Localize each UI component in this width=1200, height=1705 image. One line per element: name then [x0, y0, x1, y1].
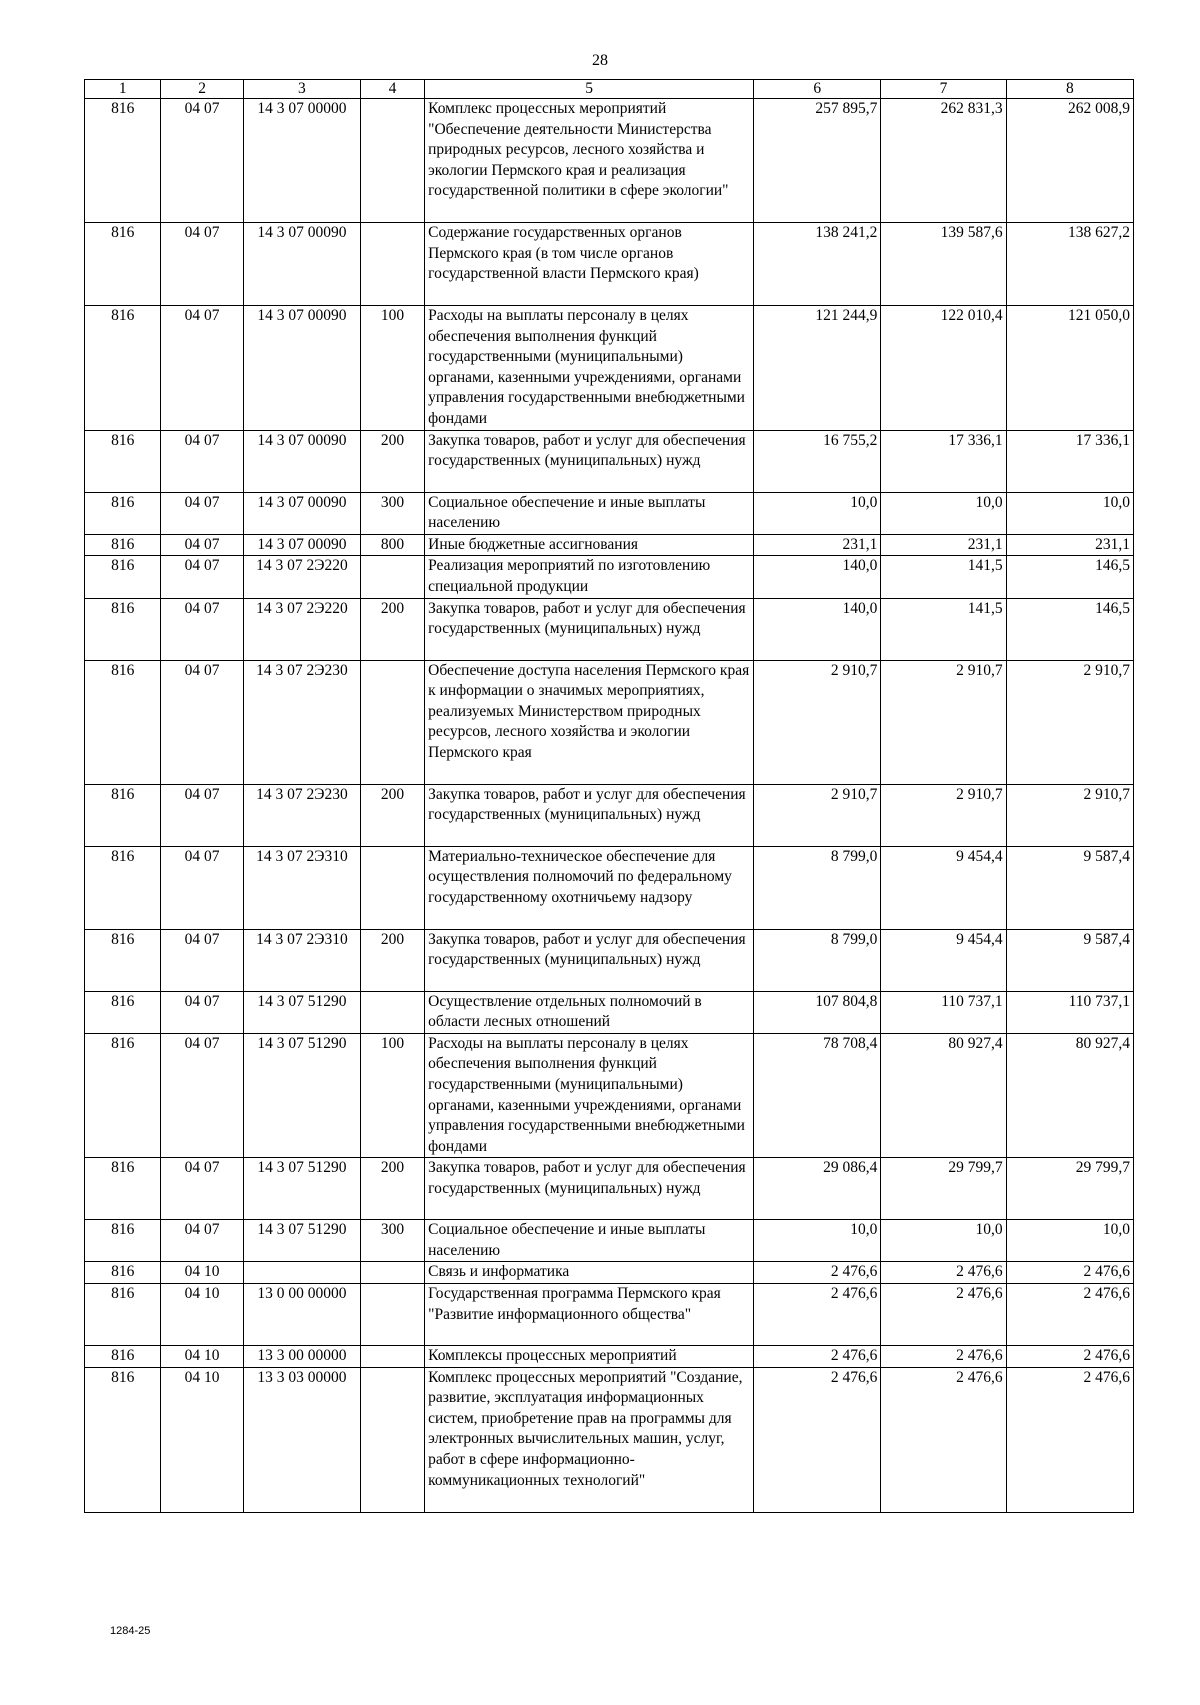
section-code-cell: 04 07 [161, 306, 243, 431]
admin-code-cell: 816 [85, 929, 161, 991]
header-cell: 6 [754, 80, 881, 99]
target-article-cell: 13 3 00 00000 [243, 1346, 360, 1368]
amount-2027-cell: 80 927,4 [1006, 1033, 1133, 1158]
expense-type-cell [360, 556, 424, 598]
amount-2027-cell: 2 476,6 [1006, 1262, 1133, 1284]
target-article-cell: 14 3 07 00090 [243, 223, 360, 306]
header-cell: 3 [243, 80, 360, 99]
amount-2025-cell: 8 799,0 [754, 846, 881, 929]
amount-2026-cell: 2 910,7 [881, 784, 1006, 846]
description-cell: Связь и информатика [425, 1262, 754, 1284]
admin-code-cell: 816 [85, 556, 161, 598]
amount-2025-cell: 138 241,2 [754, 223, 881, 306]
table-row [85, 991, 1134, 1033]
header-cell: 5 [425, 80, 754, 99]
amount-2025-cell: 140,0 [754, 556, 881, 598]
description-cell: Закупка товаров, работ и услуг для обеспечения государственных (муниципальных) нужд [425, 430, 754, 492]
description-cell: Социальное обеспечение и иные выплаты населению [425, 492, 754, 534]
header-cell: 7 [881, 80, 1006, 99]
description-cell: Расходы на выплаты персоналу в целях обеспечения выполнения функций государственными (муниципальными) органами, казенными учреждениями, органами управления государственными внебюджетными фондами [425, 306, 754, 431]
amount-2026-cell: 9 454,4 [881, 846, 1006, 929]
admin-code-cell: 816 [85, 1033, 161, 1158]
expense-type-cell [360, 846, 424, 929]
description-cell: Социальное обеспечение и иные выплаты населению [425, 1220, 754, 1262]
admin-code-cell: 816 [85, 306, 161, 431]
header-cell: 1 [85, 80, 161, 99]
amount-2027-cell: 121 050,0 [1006, 306, 1133, 431]
amount-2027-cell: 146,5 [1006, 556, 1133, 598]
admin-code-cell: 816 [85, 492, 161, 534]
admin-code-cell: 816 [85, 1262, 161, 1284]
amount-2025-cell: 231,1 [754, 534, 881, 556]
description-cell: Содержание государственных органов Пермского края (в том числе органов государственной власти Пермского края) [425, 223, 754, 306]
amount-2027-cell: 2 476,6 [1006, 1346, 1133, 1368]
target-article-cell: 13 3 03 00000 [243, 1367, 360, 1512]
amount-2025-cell: 257 895,7 [754, 99, 881, 223]
amount-2027-cell: 9 587,4 [1006, 929, 1133, 991]
amount-2025-cell: 140,0 [754, 598, 881, 660]
description-cell: Закупка товаров, работ и услуг для обеспечения государственных (муниципальных) нужд [425, 784, 754, 846]
table-row [85, 660, 1134, 784]
table-row [85, 1284, 1134, 1346]
header-row [85, 80, 1134, 99]
header-cell: 2 [161, 80, 243, 99]
header-cell: 8 [1006, 80, 1133, 99]
section-code-cell: 04 07 [161, 1033, 243, 1158]
budget-table [84, 79, 1134, 1513]
target-article-cell: 14 3 07 00090 [243, 430, 360, 492]
amount-2025-cell: 16 755,2 [754, 430, 881, 492]
admin-code-cell: 816 [85, 99, 161, 223]
admin-code-cell: 816 [85, 1367, 161, 1512]
amount-2026-cell: 10,0 [881, 492, 1006, 534]
amount-2026-cell: 2 476,6 [881, 1367, 1006, 1512]
expense-type-cell: 200 [360, 598, 424, 660]
amount-2027-cell: 17 336,1 [1006, 430, 1133, 492]
description-cell: Материально-техническое обеспечение для осуществления полномочий по федеральному государственному охотничьему надзору [425, 846, 754, 929]
amount-2027-cell: 262 008,9 [1006, 99, 1133, 223]
table-row [85, 99, 1134, 223]
target-article-cell [243, 1262, 360, 1284]
section-code-cell: 04 07 [161, 430, 243, 492]
amount-2026-cell: 2 910,7 [881, 660, 1006, 784]
expense-type-cell [360, 223, 424, 306]
section-code-cell: 04 07 [161, 846, 243, 929]
section-code-cell: 04 10 [161, 1262, 243, 1284]
amount-2027-cell: 10,0 [1006, 1220, 1133, 1262]
expense-type-cell: 800 [360, 534, 424, 556]
admin-code-cell: 816 [85, 1220, 161, 1262]
target-article-cell: 14 3 07 2Э310 [243, 846, 360, 929]
expense-type-cell [360, 660, 424, 784]
amount-2026-cell: 80 927,4 [881, 1033, 1006, 1158]
table-row [85, 598, 1134, 660]
amount-2027-cell: 10,0 [1006, 492, 1133, 534]
amount-2026-cell: 122 010,4 [881, 306, 1006, 431]
expense-type-cell [360, 1284, 424, 1346]
amount-2026-cell: 29 799,7 [881, 1158, 1006, 1220]
target-article-cell: 14 3 07 00090 [243, 492, 360, 534]
section-code-cell: 04 10 [161, 1367, 243, 1512]
target-article-cell: 14 3 07 00090 [243, 534, 360, 556]
description-cell: Осуществление отдельных полномочий в области лесных отношений [425, 991, 754, 1033]
section-code-cell: 04 07 [161, 556, 243, 598]
amount-2027-cell: 2 476,6 [1006, 1367, 1133, 1512]
amount-2025-cell: 78 708,4 [754, 1033, 881, 1158]
amount-2027-cell: 138 627,2 [1006, 223, 1133, 306]
amount-2027-cell: 2 910,7 [1006, 784, 1133, 846]
amount-2025-cell: 2 476,6 [754, 1346, 881, 1368]
section-code-cell: 04 10 [161, 1284, 243, 1346]
target-article-cell: 14 3 07 2Э310 [243, 929, 360, 991]
amount-2025-cell: 2 910,7 [754, 660, 881, 784]
section-code-cell: 04 07 [161, 223, 243, 306]
target-article-cell: 14 3 07 51290 [243, 1220, 360, 1262]
section-code-cell: 04 07 [161, 991, 243, 1033]
amount-2026-cell: 262 831,3 [881, 99, 1006, 223]
admin-code-cell: 816 [85, 534, 161, 556]
table-row [85, 1346, 1134, 1368]
amount-2026-cell: 231,1 [881, 534, 1006, 556]
description-cell: Реализация мероприятий по изготовлению специальной продукции [425, 556, 754, 598]
section-code-cell: 04 07 [161, 1158, 243, 1220]
expense-type-cell [360, 1367, 424, 1512]
description-cell: Комплекс процессных мероприятий "Обеспечение деятельности Министерства природных ресурсов, лесного хозяйства и экологии Пермского края и реализация государственной политики в сфере экологии" [425, 99, 754, 223]
expense-type-cell [360, 991, 424, 1033]
target-article-cell: 14 3 07 2Э220 [243, 598, 360, 660]
table-row [85, 1220, 1134, 1262]
description-cell: Закупка товаров, работ и услуг для обеспечения государственных (муниципальных) нужд [425, 598, 754, 660]
amount-2026-cell: 141,5 [881, 556, 1006, 598]
document-code: 1284-25 [110, 1625, 151, 1637]
section-code-cell: 04 07 [161, 660, 243, 784]
expense-type-cell [360, 1262, 424, 1284]
description-cell: Государственная программа Пермского края "Развитие информационного общества" [425, 1284, 754, 1346]
expense-type-cell: 300 [360, 492, 424, 534]
amount-2026-cell: 2 476,6 [881, 1284, 1006, 1346]
amount-2025-cell: 107 804,8 [754, 991, 881, 1033]
header-cell: 4 [360, 80, 424, 99]
table-row [85, 430, 1134, 492]
amount-2025-cell: 2 476,6 [754, 1262, 881, 1284]
table-row [85, 929, 1134, 991]
description-cell: Закупка товаров, работ и услуг для обеспечения государственных (муниципальных) нужд [425, 1158, 754, 1220]
amount-2027-cell: 231,1 [1006, 534, 1133, 556]
target-article-cell: 14 3 07 2Э220 [243, 556, 360, 598]
amount-2026-cell: 110 737,1 [881, 991, 1006, 1033]
table-row [85, 492, 1134, 534]
amount-2025-cell: 121 244,9 [754, 306, 881, 431]
table-row [85, 1033, 1134, 1158]
description-cell: Комплексы процессных мероприятий [425, 1346, 754, 1368]
admin-code-cell: 816 [85, 846, 161, 929]
amount-2025-cell: 2 476,6 [754, 1367, 881, 1512]
admin-code-cell: 816 [85, 1158, 161, 1220]
admin-code-cell: 816 [85, 430, 161, 492]
section-code-cell: 04 07 [161, 492, 243, 534]
amount-2027-cell: 2 910,7 [1006, 660, 1133, 784]
table-row [85, 556, 1134, 598]
target-article-cell: 14 3 07 51290 [243, 991, 360, 1033]
target-article-cell: 14 3 07 00090 [243, 306, 360, 431]
section-code-cell: 04 10 [161, 1346, 243, 1368]
amount-2025-cell: 29 086,4 [754, 1158, 881, 1220]
table-row [85, 846, 1134, 929]
amount-2026-cell: 9 454,4 [881, 929, 1006, 991]
amount-2026-cell: 139 587,6 [881, 223, 1006, 306]
table-row [85, 306, 1134, 431]
expense-type-cell [360, 99, 424, 223]
admin-code-cell: 816 [85, 660, 161, 784]
table-row [85, 534, 1134, 556]
expense-type-cell: 200 [360, 430, 424, 492]
table-row [85, 223, 1134, 306]
page-number: 28 [592, 52, 608, 69]
target-article-cell: 13 0 00 00000 [243, 1284, 360, 1346]
target-article-cell: 14 3 07 00000 [243, 99, 360, 223]
section-code-cell: 04 07 [161, 598, 243, 660]
expense-type-cell: 100 [360, 306, 424, 431]
amount-2027-cell: 110 737,1 [1006, 991, 1133, 1033]
admin-code-cell: 816 [85, 223, 161, 306]
amount-2027-cell: 2 476,6 [1006, 1284, 1133, 1346]
admin-code-cell: 816 [85, 598, 161, 660]
admin-code-cell: 816 [85, 784, 161, 846]
amount-2025-cell: 10,0 [754, 492, 881, 534]
amount-2026-cell: 10,0 [881, 1220, 1006, 1262]
target-article-cell: 14 3 07 2Э230 [243, 660, 360, 784]
expense-type-cell: 100 [360, 1033, 424, 1158]
description-cell: Обеспечение доступа населения Пермского края к информации о значимых мероприятиях, реализуемых Министерством природных ресурсов, лесного хозяйства и экологии Пермского края [425, 660, 754, 784]
amount-2027-cell: 9 587,4 [1006, 846, 1133, 929]
table-row [85, 1158, 1134, 1220]
section-code-cell: 04 07 [161, 99, 243, 223]
expense-type-cell: 200 [360, 929, 424, 991]
amount-2026-cell: 2 476,6 [881, 1346, 1006, 1368]
amount-2026-cell: 2 476,6 [881, 1262, 1006, 1284]
section-code-cell: 04 07 [161, 1220, 243, 1262]
admin-code-cell: 816 [85, 1346, 161, 1368]
target-article-cell: 14 3 07 51290 [243, 1158, 360, 1220]
section-code-cell: 04 07 [161, 784, 243, 846]
admin-code-cell: 816 [85, 991, 161, 1033]
target-article-cell: 14 3 07 51290 [243, 1033, 360, 1158]
description-cell: Иные бюджетные ассигнования [425, 534, 754, 556]
table-row [85, 784, 1134, 846]
amount-2026-cell: 141,5 [881, 598, 1006, 660]
description-cell: Комплекс процессных мероприятий "Создание, развитие, эксплуатация информационных систем, приобретение прав на программы для электронных вычислительных машин, услуг, работ в сфере информационно-коммуникационных технологий" [425, 1367, 754, 1512]
table-row [85, 1367, 1134, 1512]
amount-2025-cell: 10,0 [754, 1220, 881, 1262]
expense-type-cell: 200 [360, 784, 424, 846]
target-article-cell: 14 3 07 2Э230 [243, 784, 360, 846]
amount-2025-cell: 8 799,0 [754, 929, 881, 991]
admin-code-cell: 816 [85, 1284, 161, 1346]
section-code-cell: 04 07 [161, 534, 243, 556]
amount-2027-cell: 146,5 [1006, 598, 1133, 660]
section-code-cell: 04 07 [161, 929, 243, 991]
expense-type-cell: 300 [360, 1220, 424, 1262]
description-cell: Закупка товаров, работ и услуг для обеспечения государственных (муниципальных) нужд [425, 929, 754, 991]
table-row [85, 1262, 1134, 1284]
amount-2026-cell: 17 336,1 [881, 430, 1006, 492]
amount-2025-cell: 2 910,7 [754, 784, 881, 846]
expense-type-cell [360, 1346, 424, 1368]
description-cell: Расходы на выплаты персоналу в целях обеспечения выполнения функций государственными (муниципальными) органами, казенными учреждениями, органами управления государственными внебюджетными фондами [425, 1033, 754, 1158]
amount-2027-cell: 29 799,7 [1006, 1158, 1133, 1220]
expense-type-cell: 200 [360, 1158, 424, 1220]
amount-2025-cell: 2 476,6 [754, 1284, 881, 1346]
